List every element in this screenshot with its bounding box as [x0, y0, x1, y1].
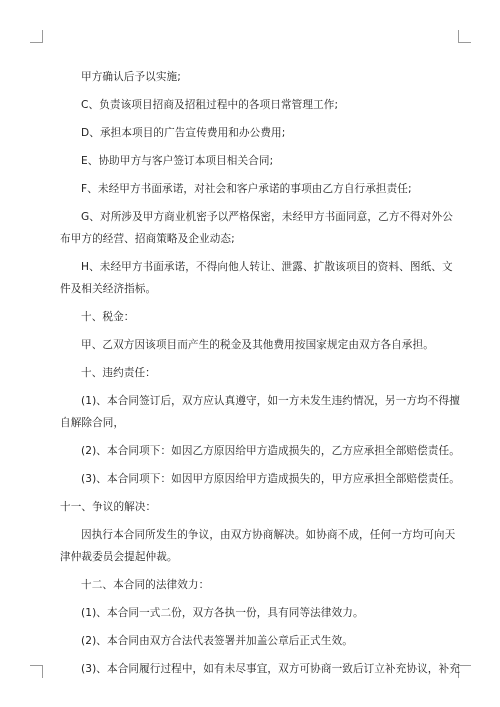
section-heading-breach: 十、违约责任：: [81, 367, 156, 379]
clause-g-line-2: 布甲方的经营、招商策略及企业动态;: [60, 233, 235, 245]
paragraph-line: 甲方确认后予以实施;: [81, 71, 181, 83]
clause-h-line-1: H、未经甲方书面承诺，不得向他人转让、泄露、扩散该项目的资料、图纸、文: [81, 261, 453, 273]
crop-mark-bottom-left: [30, 665, 43, 678]
tax-paragraph: 甲、乙双方因该项目而产生的税金及其他费用按国家规定由双方各自承担。: [81, 339, 434, 351]
clause-g-line-1: G、对所涉及甲方商业机密予以严格保密，未经甲方书面同意，乙方不得对外公: [81, 211, 453, 223]
clause-h-line-2: 件及相关经济指标。: [60, 283, 157, 295]
clause-d: D、承担本项目的广告宣传费用和办公费用;: [81, 127, 286, 139]
validity-item-3: (3)、本合同履行过程中，如有未尽事宜，双方可协商一致后订立补充协议，补充: [81, 663, 460, 675]
breach-item-1-line-1: (1)、本合同签订后，双方应认真遵守，如一方未发生违约情况，另一方均不得擅: [81, 395, 460, 407]
clause-e: E、协助甲方与客户签订本项目相关合同;: [81, 155, 274, 167]
section-heading-dispute: 十一、争议的解决：: [60, 501, 157, 513]
document-body: [60, 66, 460, 680]
crop-mark-top-left: [30, 30, 43, 43]
crop-mark-top-right: [458, 30, 471, 43]
dispute-line-2: 津仲裁委员会提起仲裁。: [60, 551, 178, 563]
validity-item-2: (2)、本合同由双方合法代表签署并加盖公章后正式生效。: [81, 635, 353, 647]
clause-c: C、负责该项目招商及招租过程中的各项日常管理工作;: [81, 99, 339, 111]
breach-item-3: (3)、本合同项下：如因甲方原因给甲方造成损失的，甲方应承担全部赔偿责任。: [81, 473, 460, 485]
clause-f: F、未经甲方书面承诺，对社会和客户承诺的事项由乙方自行承担责任;: [81, 183, 412, 195]
breach-item-1-line-2: 自解除合同，: [60, 417, 125, 429]
breach-item-2: (2)、本合同项下：如因乙方原因给甲方造成损失的，乙方应承担全部赔偿责任。: [81, 445, 460, 457]
section-heading-tax: 十、税金：: [81, 311, 135, 323]
dispute-line-1: 因执行本合同所发生的争议，由双方协商解决。如协商不成，任何一方均可向天: [81, 529, 456, 541]
section-heading-validity: 十二、本合同的法律效力：: [81, 579, 210, 591]
validity-item-1: (1)、本合同一式二份，双方各执一份，具有同等法律效力。: [81, 607, 364, 619]
